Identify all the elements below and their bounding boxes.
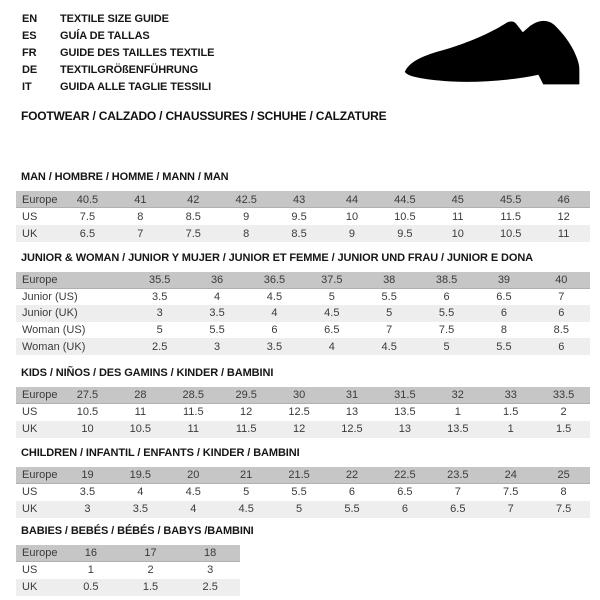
size-cell: 40.5 — [76, 193, 99, 206]
row-label: UK — [22, 503, 38, 516]
size-cell: 5 — [386, 307, 393, 320]
size-cell: 4 — [190, 503, 197, 516]
size-cell: 2 — [147, 564, 154, 577]
size-cell: 19 — [81, 469, 94, 482]
table-row — [16, 421, 590, 438]
size-cell: 3.5 — [266, 340, 283, 353]
size-cell: 1 — [507, 423, 514, 436]
row-label: UK — [22, 581, 38, 594]
row-label: US — [22, 210, 38, 223]
size-cell: 4 — [271, 307, 278, 320]
row-label: UK — [22, 423, 38, 436]
table-title: CHILDREN / INFANTIL / ENFANTS / KINDER / BAMBINI — [21, 446, 300, 459]
language-code: FR — [22, 46, 37, 59]
size-cell: 7 — [558, 290, 565, 303]
size-cell: 45 — [451, 193, 464, 206]
size-cell: 8 — [137, 210, 144, 223]
size-cell: 44.5 — [394, 193, 416, 206]
size-cell: 12 — [557, 210, 570, 223]
language-code: IT — [22, 80, 32, 93]
size-cell: 33.5 — [552, 389, 575, 402]
size-cell: 11 — [557, 227, 570, 240]
size-cell: 21.5 — [288, 469, 310, 482]
size-cell: 16 — [84, 547, 97, 560]
guide-title-en: TEXTILE SIZE GUIDE — [60, 12, 169, 25]
size-cell: 6.5 — [397, 486, 413, 499]
size-cell: 8 — [500, 324, 507, 337]
size-cell: 7.5 — [555, 503, 572, 516]
size-cell: 6 — [348, 486, 356, 499]
size-cell: 11.5 — [235, 423, 257, 436]
table-row — [16, 562, 240, 579]
dress-shoe-icon — [398, 13, 593, 95]
size-cell: 3 — [156, 307, 163, 320]
size-cell: 5 — [328, 290, 335, 303]
size-cell: 42.5 — [235, 193, 257, 206]
size-table-section-1 — [16, 170, 590, 242]
size-cell: 1 — [87, 564, 94, 577]
size-cell: 0.5 — [83, 581, 99, 594]
size-cell: 6.5 — [496, 290, 512, 303]
size-cell: 10 — [345, 210, 359, 223]
size-cell: 1.5 — [555, 423, 572, 436]
size-cell: 1 — [454, 406, 461, 419]
size-cell: 19.5 — [129, 469, 152, 482]
size-cell: 3.5 — [79, 486, 96, 499]
table-title: MAN / HOMBRE / HOMME / MANN / MAN — [21, 171, 229, 183]
category-heading: FOOTWEAR / CALZADO / CHAUSSURES / SCHUHE / CALZATURE — [21, 109, 387, 123]
size-cell: 5.5 — [496, 340, 512, 353]
table-header-row — [16, 272, 590, 289]
size-table-section-3 — [16, 366, 590, 438]
size-cell: 10.5 — [394, 210, 416, 223]
table-header-row — [16, 467, 590, 484]
size-cell: 13.5 — [394, 406, 416, 419]
table-row — [16, 208, 590, 225]
size-cell: 8.5 — [185, 210, 201, 223]
size-table-section-2 — [16, 251, 590, 355]
row-label: Junior (UK) — [22, 307, 78, 320]
size-cell: 18 — [204, 547, 217, 560]
size-cell: 11.5 — [182, 406, 204, 419]
size-cell: 27.5 — [76, 389, 99, 402]
size-cell: 41 — [134, 193, 147, 206]
size-cell: 4.5 — [266, 290, 283, 303]
size-cell: 3 — [84, 503, 91, 516]
size-cell: 36 — [210, 274, 224, 287]
size-table-section-4 — [16, 446, 590, 518]
size-cell: 9 — [243, 210, 250, 223]
size-cell: 43 — [292, 193, 306, 206]
size-cell: 31.5 — [394, 389, 416, 402]
size-cell: 13 — [345, 406, 359, 419]
language-code: DE — [22, 63, 38, 76]
guide-title-fr: GUIDE DES TAILLES TEXTILE — [60, 46, 215, 59]
guide-title-it: GUIDA ALLE TAGLIE TESSILI — [60, 80, 212, 93]
size-table — [16, 191, 590, 242]
size-cell: 6.5 — [324, 324, 340, 337]
table-row — [16, 289, 590, 306]
row-label: Woman (US) — [22, 324, 86, 337]
size-cell: 23.5 — [447, 469, 469, 482]
size-cell: 8 — [560, 486, 567, 499]
size-cell: 4.5 — [185, 486, 201, 499]
table-row — [16, 225, 590, 242]
size-table-section-5 — [16, 524, 590, 596]
size-cell: 12 — [292, 423, 306, 436]
size-cell: 3 — [214, 340, 221, 353]
size-cell: 8 — [243, 227, 250, 240]
size-cell: 2.5 — [202, 581, 218, 594]
size-cell: 6 — [558, 340, 565, 353]
size-cell: 6 — [558, 307, 565, 320]
size-cell: 6 — [443, 290, 450, 303]
size-tables-container — [16, 170, 590, 596]
size-cell: 4.5 — [238, 503, 254, 516]
table-row — [16, 579, 240, 596]
size-table — [16, 467, 590, 518]
size-cell: 3 — [207, 564, 214, 577]
row-label: Junior (US) — [22, 290, 78, 303]
size-cell: 7.5 — [503, 486, 519, 499]
size-cell: 10 — [81, 423, 94, 436]
size-cell: 3.5 — [152, 290, 168, 303]
table-row — [16, 501, 590, 518]
size-cell: 5 — [156, 324, 163, 337]
size-cell: 9 — [348, 227, 356, 240]
row-label: Europe — [22, 274, 58, 287]
size-cell: 2 — [560, 406, 567, 419]
row-label: Europe — [22, 547, 58, 560]
size-cell: 10 — [451, 227, 464, 240]
size-cell: 12.5 — [341, 423, 363, 436]
size-cell: 25 — [557, 469, 570, 482]
size-cell: 29.5 — [235, 389, 257, 402]
language-row-it — [22, 78, 214, 95]
size-cell: 7 — [137, 227, 144, 240]
language-row-en — [22, 10, 214, 27]
table-row — [16, 338, 590, 355]
size-cell: 7 — [454, 486, 461, 499]
size-cell: 4.5 — [381, 340, 397, 353]
size-cell: 13 — [398, 423, 412, 436]
table-header-row — [16, 387, 590, 404]
size-cell: 12 — [240, 406, 253, 419]
language-code: EN — [22, 12, 38, 25]
table-header-row — [16, 191, 590, 208]
size-cell: 6 — [500, 307, 507, 320]
size-cell: 40 — [555, 274, 568, 287]
row-label: US — [22, 486, 38, 499]
size-cell: 7.5 — [185, 227, 201, 240]
size-cell: 10.5 — [499, 227, 522, 240]
size-cell: 5.5 — [381, 290, 397, 303]
size-cell: 38 — [383, 274, 396, 287]
size-cell: 9.5 — [291, 210, 307, 223]
language-row-fr — [22, 44, 214, 61]
size-cell: 4 — [328, 340, 335, 353]
size-cell: 5.5 — [344, 503, 360, 516]
size-cell: 1.5 — [503, 406, 519, 419]
size-cell: 11 — [134, 406, 147, 419]
size-cell: 44 — [345, 193, 359, 206]
size-cell: 12.5 — [288, 406, 310, 419]
size-cell: 22.5 — [394, 469, 416, 482]
language-list — [22, 10, 214, 95]
size-cell: 22 — [345, 469, 359, 482]
guide-title-de: TEXTILGRÖßENFÜHRUNG — [60, 63, 199, 76]
size-cell: 4 — [137, 486, 144, 499]
size-cell: 5.5 — [291, 486, 307, 499]
size-cell: 5 — [296, 503, 303, 516]
size-cell: 39 — [497, 274, 511, 287]
language-row-es — [22, 27, 214, 44]
guide-title-es: GUÍA DE TALLAS — [60, 29, 150, 42]
size-cell: 38.5 — [435, 274, 458, 287]
size-cell: 6.5 — [79, 227, 96, 240]
size-cell: 32 — [451, 389, 464, 402]
size-cell: 31 — [345, 389, 359, 402]
language-row-de — [22, 61, 214, 78]
size-cell: 7 — [386, 324, 393, 337]
row-label: US — [22, 564, 38, 577]
size-cell: 28 — [134, 389, 147, 402]
size-cell: 2.5 — [152, 340, 168, 353]
size-table — [16, 272, 590, 355]
size-cell: 11.5 — [500, 210, 521, 223]
size-cell: 42 — [187, 193, 200, 206]
size-table — [16, 545, 240, 596]
size-cell: 7.5 — [79, 210, 96, 223]
size-cell: 45.5 — [499, 193, 522, 206]
table-row — [16, 305, 590, 322]
size-cell: 4.5 — [324, 307, 340, 320]
row-label: Europe — [22, 469, 58, 482]
row-label: Europe — [22, 389, 58, 402]
size-cell: 33 — [504, 389, 517, 402]
size-cell: 3.5 — [209, 307, 225, 320]
size-cell: 4 — [214, 290, 221, 303]
table-header-row — [16, 545, 240, 562]
size-cell: 8.5 — [291, 227, 307, 240]
table-row — [16, 322, 590, 339]
size-cell: 7.5 — [438, 324, 455, 337]
size-cell: 30 — [292, 389, 306, 402]
language-code: ES — [22, 29, 37, 42]
table-title: KIDS / NIÑOS / DES GAMINS / KINDER / BAMBINI — [21, 366, 274, 379]
row-label: Europe — [22, 193, 58, 206]
size-cell: 5 — [243, 486, 250, 499]
size-cell: 10.5 — [76, 406, 99, 419]
table-row — [16, 484, 590, 501]
size-cell: 1.5 — [142, 581, 159, 594]
size-cell: 36.5 — [263, 274, 286, 287]
row-label: UK — [22, 227, 38, 240]
table-title: JUNIOR & WOMAN / JUNIOR Y MUJER / JUNIOR ET FEMME / JUNIOR UND FRAU / JUNIOR E DONA — [21, 252, 534, 264]
size-cell: 46 — [557, 193, 570, 206]
size-cell: 6 — [271, 324, 278, 337]
size-cell: 37.5 — [321, 274, 343, 287]
size-cell: 11 — [187, 423, 199, 436]
size-cell: 20 — [187, 469, 200, 482]
size-cell: 10.5 — [129, 423, 152, 436]
size-cell: 28.5 — [182, 389, 204, 402]
size-cell: 24 — [504, 469, 517, 482]
size-cell: 6.5 — [450, 503, 466, 516]
size-cell: 8.5 — [553, 324, 569, 337]
size-cell: 11 — [452, 210, 464, 223]
size-cell: 5.5 — [209, 324, 225, 337]
size-cell: 5 — [443, 340, 450, 353]
size-cell: 35.5 — [148, 274, 171, 287]
table-row — [16, 404, 590, 421]
size-cell: 17 — [144, 547, 157, 560]
table-title: BABIES / BEBÉS / BÉBÉS / BABYS /BAMBINI — [21, 524, 254, 537]
size-cell: 6 — [401, 503, 408, 516]
row-label: Woman (UK) — [22, 340, 86, 353]
size-cell: 21 — [240, 469, 253, 482]
size-cell: 7 — [507, 503, 514, 516]
size-table — [16, 387, 590, 438]
size-cell: 9.5 — [397, 227, 413, 240]
size-cell: 5.5 — [438, 307, 455, 320]
row-label: US — [22, 406, 38, 419]
size-cell: 13.5 — [447, 423, 469, 436]
size-cell: 3.5 — [132, 503, 148, 516]
